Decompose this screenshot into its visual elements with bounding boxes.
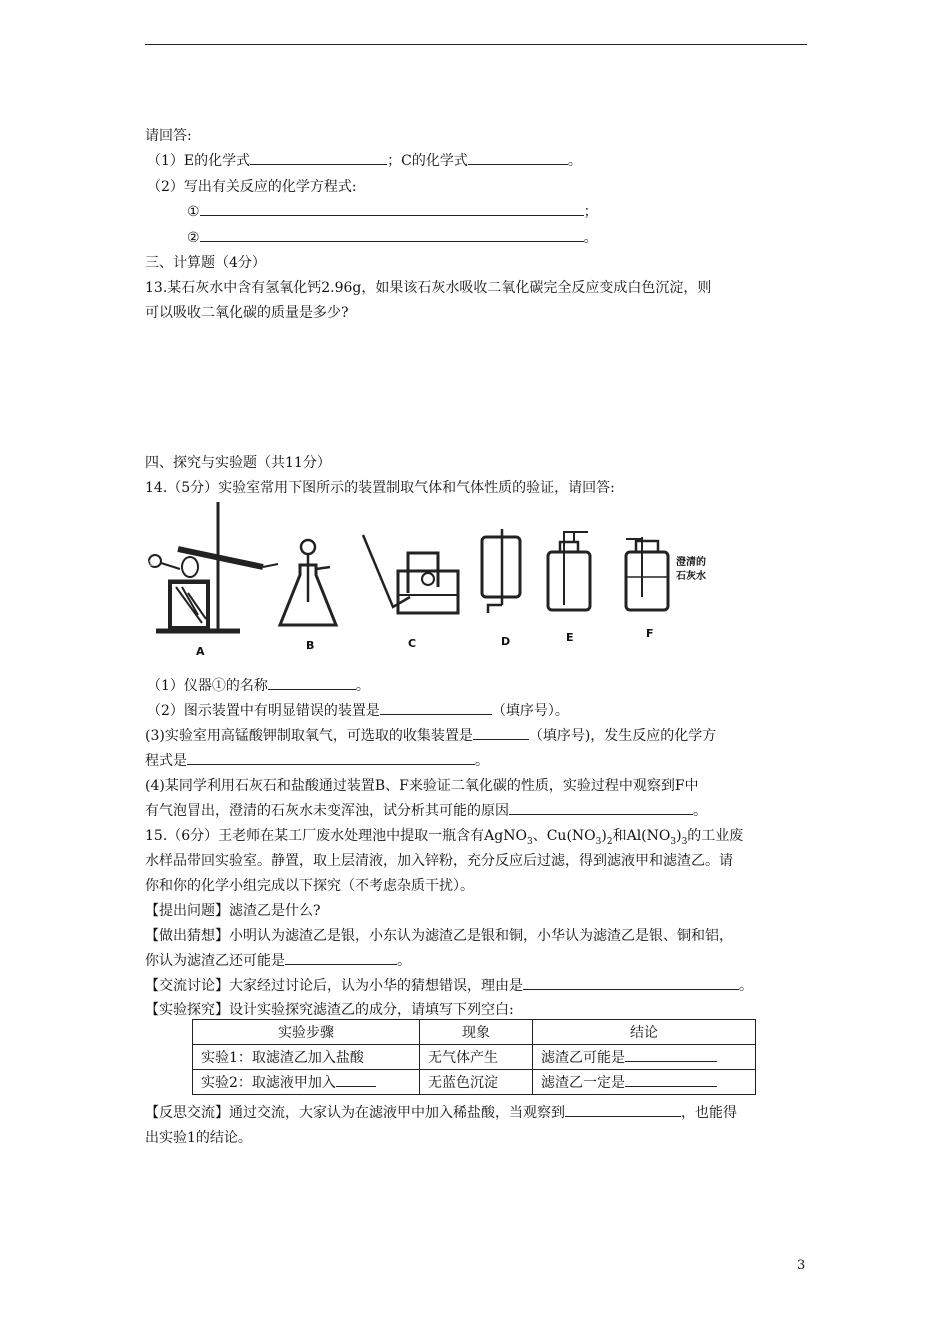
answer-blank[interactable] [200, 202, 584, 216]
apparatus-d [482, 529, 520, 613]
apparatus-b [280, 540, 336, 625]
q14-part4: (4)某同学利用石灰石和盐酸通过装置B、F来验证二氧化碳的性质，实验过程中观察到F中 [145, 778, 699, 794]
table-cell: 滤渣乙可能是 [533, 1045, 756, 1070]
q14-part3-cont: 程式是 。 [145, 753, 489, 769]
figure-note-f1: 澄清的 [676, 557, 706, 568]
answer-blank[interactable] [523, 976, 739, 990]
section-title-experiment: 四、探究与实验题（共11分） [145, 455, 331, 471]
answer-blank[interactable] [268, 676, 356, 690]
q14-part3: (3)实验室用高锰酸钾制取氧气，可选取的收集装置是 （填序号)，发生反应的化学方 [145, 728, 717, 744]
table-header: 结论 [533, 1020, 756, 1045]
table-cell: 无蓝色沉淀 [420, 1070, 533, 1095]
q13-line1: 13.某石灰水中含有氢氧化钙2.96g，如果该石灰水吸收二氧化碳完全反应变成白色沉淀，则 [145, 280, 712, 296]
figure-circle-mark: ① [148, 559, 156, 569]
figure-label-f: F [646, 627, 654, 640]
figure-label-a: A [196, 645, 205, 658]
table-cell: 实验1：取滤渣乙加入盐酸 [193, 1045, 420, 1070]
table-header: 现象 [420, 1020, 533, 1045]
page-number: 3 [797, 1258, 806, 1273]
section-title-calc: 三、计算题（4分） [145, 255, 266, 271]
answer-blank[interactable] [509, 801, 693, 815]
apparatus-figure [148, 497, 728, 659]
figure-note-f2: 石灰水 [676, 571, 706, 582]
q14-part1: （1）仪器①的名称 。 [147, 678, 370, 694]
apparatus-f [626, 537, 668, 610]
q15-line2: 水样品带回实验室。静置，取上层清液，加入锌粉，充分反应后过滤，得到滤液甲和滤渣乙。请 [145, 853, 733, 869]
table-row [193, 1070, 756, 1095]
q15-reflect1: 【反思交流】通过交流，大家认为在滤液甲中加入稀盐酸，当观察到 ，也能得 [145, 1105, 737, 1121]
header-rule [145, 44, 807, 45]
apparatus-a [149, 502, 278, 631]
figure-label-b: B [306, 639, 315, 652]
apparatus-c [363, 535, 458, 613]
q15-reflect2: 出实验1的结论。 [145, 1130, 252, 1146]
answer-blank[interactable] [285, 951, 397, 965]
answer-blank[interactable] [473, 726, 529, 740]
figure-label-c: C [408, 637, 417, 650]
answer-blank[interactable] [336, 1073, 376, 1087]
q15-explore: 【实验探究】设计实验探究滤渣乙的成分，请填写下列空白: [145, 1002, 514, 1018]
q15-guess2: 你认为滤渣乙还可能是 。 [145, 953, 411, 969]
answer-blank[interactable] [250, 151, 387, 165]
apparatus-e [548, 532, 590, 610]
q13-line2: 可以吸收二氧化碳的质量是多少? [145, 305, 349, 321]
table-header-row [193, 1020, 756, 1045]
q12-prompt: 请回答: [145, 128, 192, 144]
q14-part4-cont: 有气泡冒出，澄清的石灰水未变浑浊，试分析其可能的原因 。 [145, 803, 707, 819]
experiment-table [192, 1019, 756, 1095]
answer-blank[interactable] [187, 751, 475, 765]
answer-blank[interactable] [200, 228, 584, 242]
answer-blank[interactable] [565, 1103, 681, 1117]
table-row [193, 1045, 756, 1070]
q14-intro: 14.（5分）实验室常用下图所示的装置制取气体和气体性质的验证，请回答: [145, 480, 615, 496]
q14-part2: （2）图示装置中有明显错误的装置是 （填序号）。 [147, 703, 569, 719]
answer-blank[interactable] [625, 1073, 717, 1087]
answer-blank[interactable] [625, 1048, 717, 1062]
q15-guess1: 【做出猜想】小明认为滤渣乙是银，小东认为滤渣乙是银和铜，小华认为滤渣乙是银、铜和铝， [145, 928, 733, 944]
answer-blank[interactable] [380, 701, 492, 715]
q15-ask: 【提出问题】滤渣乙是什么? [145, 903, 321, 919]
table-cell: 实验2：取滤液甲加入 [193, 1070, 420, 1095]
q12-part1: （1）E的化学式 ；C的化学式 。 [147, 153, 582, 169]
q15-discuss: 【交流讨论】大家经过讨论后，认为小华的猜想错误，理由是 。 [145, 978, 753, 994]
figure-label-e: E [566, 631, 574, 644]
table-cell: 滤渣乙一定是 [533, 1070, 756, 1095]
q15-line3: 你和你的化学小组完成以下探究（不考虑杂质干扰）。 [145, 878, 474, 894]
q12-eq2: ② 。 [187, 230, 598, 246]
table-header: 实验步骤 [193, 1020, 420, 1045]
figure-label-d: D [501, 635, 511, 648]
q12-part2: （2）写出有关反应的化学方程式: [147, 179, 357, 195]
answer-blank[interactable] [468, 151, 568, 165]
q12-eq1: ① ； [187, 204, 598, 220]
q15-line1: 15.（6分）王老师在某工厂废水处理池中提取一瓶含有AgNO$_3$、$Cu(NO_3)_2$和$Al(NO_3)_3$的工业废 [145, 828, 744, 847]
table-cell: 无气体产生 [420, 1045, 533, 1070]
